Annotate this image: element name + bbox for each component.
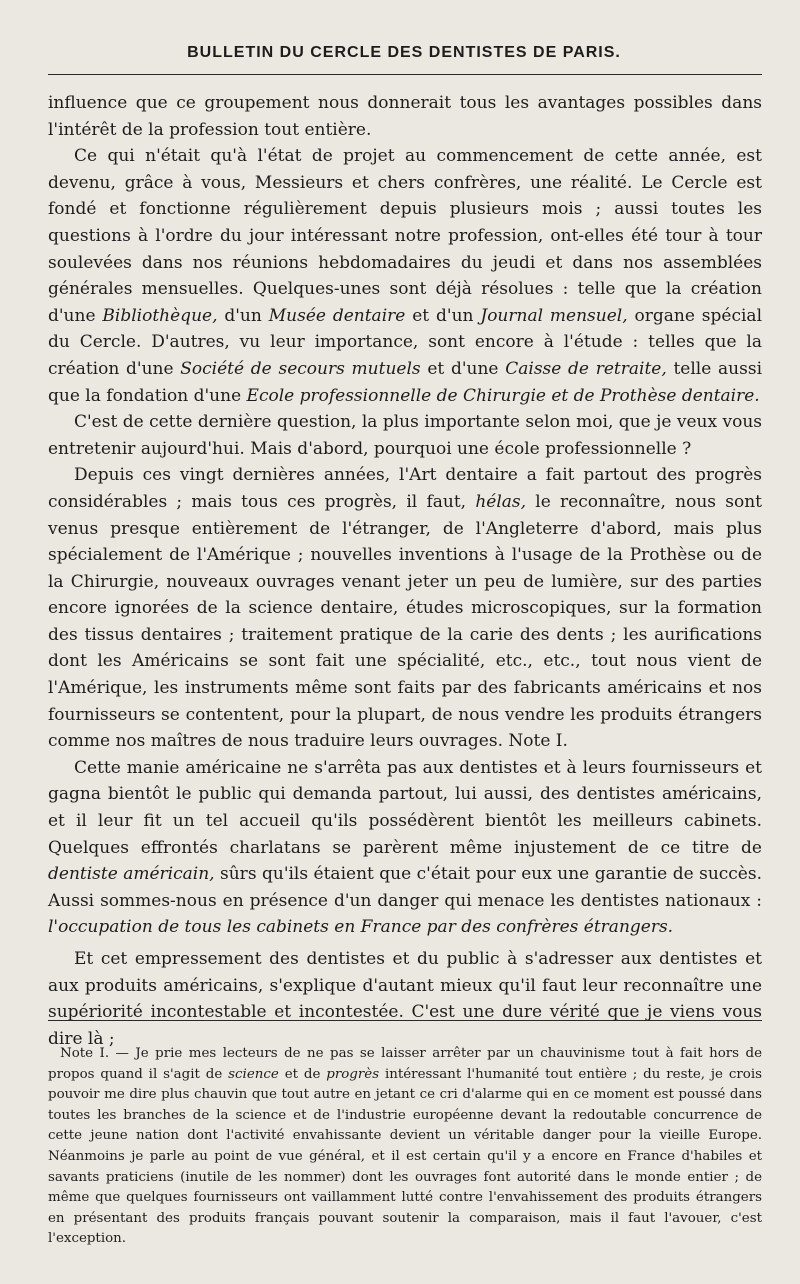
paragraph-2: Ce qui n'était qu'à l'état de projet au commencement de cette année, est devenu, grâce à vous, Messieurs et chers confrères, une réalité. Le Cercle est fondé et fonctionne régulièrement depuis plusieurs mois ; aussi toutes les questions à l'ordre du jour intéressant notre profession, ont-elles été tour à tour soulevées dans nos réunions hebdomadaires du jeudi et dans nos assemblées générales mensuelles. Quelques-unes sont déjà résolues : telle que la création d'une Bibliothèque, d'un Musée dentaire et d'un Journal mensuel, organe spécial du Cercle. D'autres, vu leur importance, sont encore à l'étude : telles que la création d'une Société de secours mutuels et d'une Caisse de retraite, telle aussi que la fondation d'une Ecole professionnelle de Chirurgie et de Prothèse dentaire. (48, 146, 763, 406)
footnote-rule (48, 1020, 762, 1021)
paragraph-6: Et cet empressement des dentistes et du public à s'adresser aux dentistes et aux produits américains, s'explique d'autant mieux qu'il faut leur reconnaître une supériorité incontestable et incontestée. C'est une dure vérité que je viens vous dire là ; (48, 949, 762, 1049)
running-header: BULLETIN DU CERCLE DES DENTISTES DE PARIS. (187, 44, 621, 61)
article-body (48, 90, 762, 1052)
paragraph-3: C'est de cette dernière question, la plus importante selon moi, que je veux vous entretenir aujourd'hui. Mais d'abord, pourquoi une école professionnelle ? (48, 412, 762, 459)
paragraph-1: influence que ce groupement nous donnerait tous les avantages possibles dans l'intérêt de la profession tout entière. (48, 93, 762, 140)
paragraph-4: Depuis ces vingt dernières années, l'Art dentaire a fait partout des progrès considérables ; mais tous ces progrès, il faut, hélas, le reconnaître, nous sont venus presque entièrement de l'étranger, de l'Angleterre d'abord, mais plus spécialement de l'Amérique ; nouvelles inventions à l'usage de la Prothèse ou de la Chirurgie, nouveaux ouvrages venant jeter un peu de lumière, sur des parties encore ignorées de la science dentaire, études microscopiques, sur la formation des tissus dentaires ; traitement pratique de la carie des dents ; les aurifications dont les Américains se sont fait une spécialité, etc., etc., tout nous vient de l'Amérique, les instruments même sont faits par des fabricants américains et nos fournisseurs se contentent, pour la plupart, de nous vendre les produits étrangers comme nos maîtres de nous traduire leurs ouvrages. Note I. (48, 465, 762, 752)
paragraph-5: Cette manie américaine ne s'arrêta pas aux dentistes et à leurs fournisseurs et gagna bientôt le public qui demanda partout, lui aussi, des dentistes américains, et il leur fit un tel accueil qu'ils possédèrent bientôt les meilleurs cabinets. Quelques effrontés charlatans se parèrent même injustement de ce titre de dentiste américain, sûrs qu'ils étaient que c'était pour eux une garantie de succès. Aussi sommes-nous en présence d'un danger qui menace les dentistes nationaux : l'occupation de tous les cabinets en France par des confrères étrangers. (48, 757, 762, 938)
footnote: Note I. — Je prie mes lecteurs de ne pas se laisser arrêter par un chauvinisme tout à fait hors de propos quand il s'agit de science et de progrès intéressant l'humanité tout entière ; du reste, je crois pouvoir me dire plus chauvin que tout autre en jetant ce cri d'alarme qui en ce moment est poussé dans toutes les branches de la science et de l'industrie européenne devant la redoutable concurrence de cette jeune nation dont l'activité envahissante devient un véritable danger pour la vieille Europe. Néanmoins je parle au point de vue général, et il est certain qu'il y a encore en France d'habiles et savants praticiens (inutile de les nommer) dont les ouvrages font autorité dans le monde entier ; de même que quelques fournisseurs ont vaillamment lutté contre l'envahissement des produits étrangers en présentant des produits français pouvant soutenir la comparaison, mais il faut l'avouer, c'est l'exception. (48, 1046, 762, 1247)
header-rule (48, 74, 762, 75)
